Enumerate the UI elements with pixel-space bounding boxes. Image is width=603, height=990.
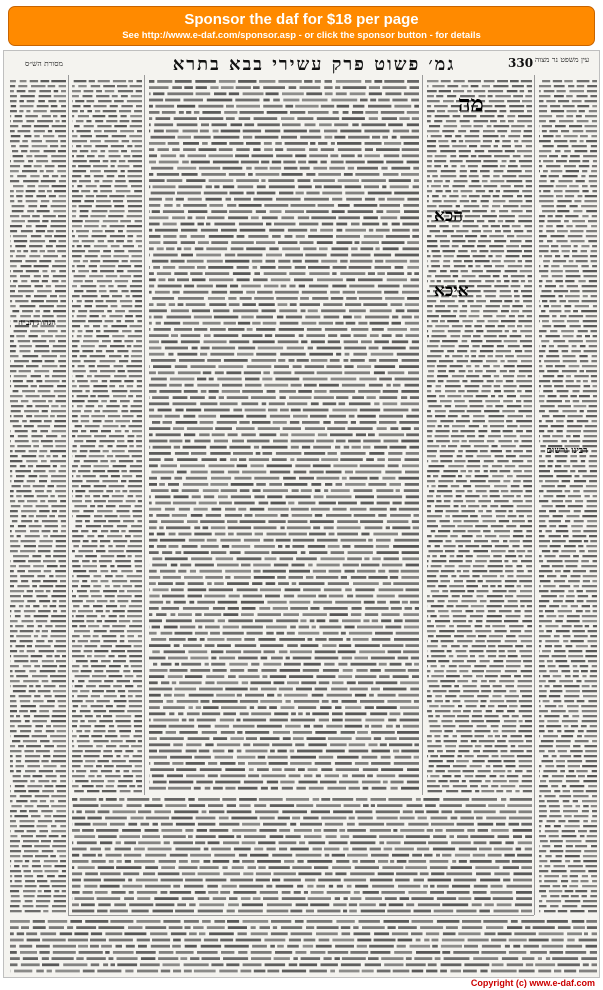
tosafot-column bbox=[70, 77, 142, 793]
masoret-hashas-column bbox=[8, 77, 66, 913]
copyright-link[interactable]: Copyright (c) www.e-daf.com bbox=[470, 978, 595, 988]
sponsor-banner[interactable] bbox=[8, 6, 595, 46]
gemara-bottom-block bbox=[70, 795, 532, 915]
footnotes-block bbox=[8, 917, 597, 975]
rabbeinu-gershom-header: רבינו גרשום bbox=[546, 446, 588, 456]
column-rule bbox=[534, 75, 535, 915]
text-lines bbox=[8, 917, 597, 975]
text-lines bbox=[70, 795, 532, 915]
dibbur-hamatchil: איכא bbox=[434, 281, 469, 301]
column-rule bbox=[68, 75, 69, 915]
masoret-hashas-header: מסורת הש״ס bbox=[24, 59, 63, 68]
gemara-column bbox=[147, 77, 419, 793]
page-title: גמ׳ פשוט פרק עשירי בבא בתרא bbox=[172, 54, 456, 75]
talmud-page bbox=[3, 50, 600, 978]
ein-mishpat-header: עין משפט נר מצוה bbox=[534, 55, 590, 64]
page-header bbox=[4, 53, 599, 75]
text-lines bbox=[425, 77, 532, 793]
ein-mishpat-column bbox=[537, 77, 597, 913]
rashbam-column bbox=[425, 77, 532, 793]
column-rule bbox=[144, 75, 145, 795]
page-number: 330 bbox=[508, 56, 534, 70]
text-lines bbox=[537, 77, 597, 913]
column-rule bbox=[422, 75, 423, 795]
text-lines bbox=[8, 77, 66, 913]
dibbur-hamatchil: הכא bbox=[434, 206, 464, 226]
column-rule bbox=[68, 915, 534, 916]
text-lines bbox=[147, 77, 419, 793]
banner-subtitle[interactable]: See http://www.e-daf.com/sponsor.asp - or click the sponsor button - for details bbox=[122, 30, 481, 41]
banner-title: Sponsor the daf for $18 per page bbox=[184, 11, 419, 28]
text-lines bbox=[70, 77, 142, 793]
hagahot-header: הגהות הב״ח bbox=[18, 317, 56, 327]
opening-word: מה bbox=[458, 91, 484, 117]
page-footer bbox=[0, 978, 603, 990]
